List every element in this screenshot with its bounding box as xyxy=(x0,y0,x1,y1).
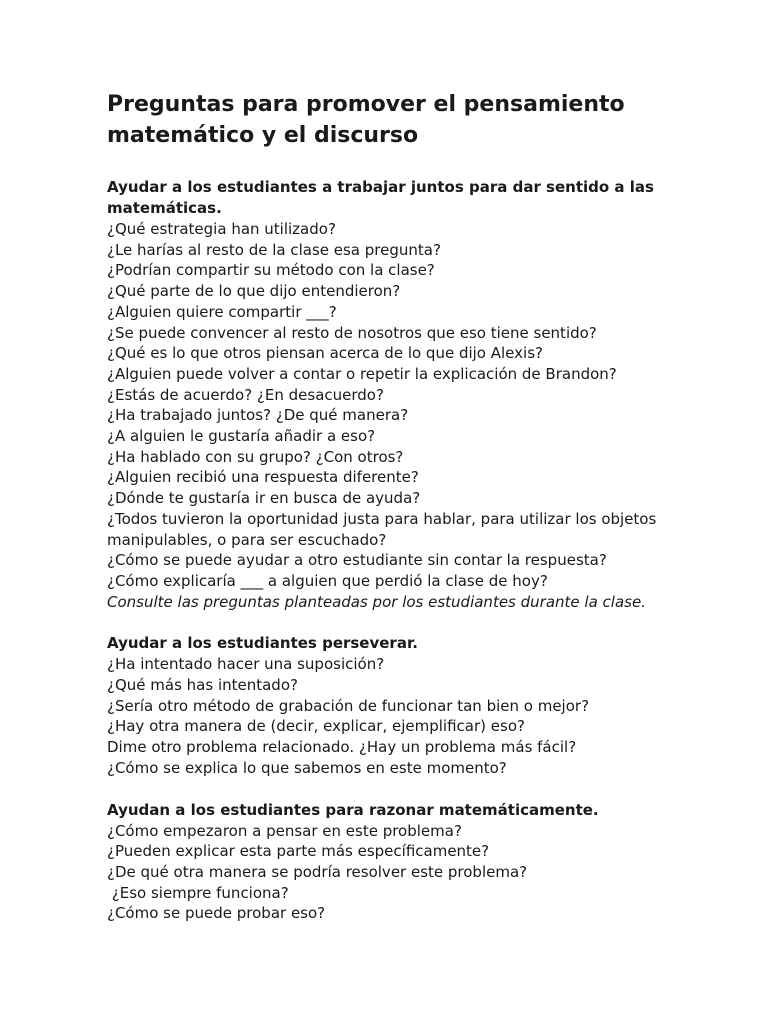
question-item: ¿Qué más has intentado? xyxy=(107,676,298,695)
question-item: ¿Ha intentado hacer una suposición? xyxy=(107,655,385,674)
question-item: ¿Pueden explicar esta parte más específicamente? xyxy=(107,842,490,861)
section-heading: Ayudar a los estudiantes a trabajar juntos para dar sentido a las matemáticas. xyxy=(107,178,654,217)
question-item: ¿Cómo explicaría ___ a alguien que perdió la clase de hoy? xyxy=(107,571,548,590)
section-note: Consulte las preguntas planteadas por los estudiantes durante la clase. xyxy=(107,592,646,611)
document-page xyxy=(107,89,707,924)
question-item: ¿Estás de acuerdo? ¿En desacuerdo? xyxy=(107,385,384,404)
section-reasoning xyxy=(107,800,707,925)
question-item: ¿Sería otro método de grabación de funcionar tan bien o mejor? xyxy=(107,696,590,715)
question-item: Dime otro problema relacionado. ¿Hay un problema más fácil? xyxy=(107,738,577,757)
question-item: ¿Cómo se puede ayudar a otro estudiante sin contar la respuesta? xyxy=(107,551,607,570)
question-item: ¿Cómo empezaron a pensar en este problema? xyxy=(107,821,462,840)
question-item: ¿Alguien quiere compartir ___? xyxy=(107,302,337,321)
question-item: ¿Alguien recibió una respuesta diferente? xyxy=(107,468,419,487)
section-heading: Ayudan a los estudiantes para razonar matemáticamente. xyxy=(107,800,599,819)
document-title: Preguntas para promover el pensamiento matemático y el discurso xyxy=(107,92,625,148)
question-list xyxy=(107,219,707,592)
section-perseverance xyxy=(107,633,707,778)
question-item: ¿Podrían compartir su método con la clase? xyxy=(107,261,435,280)
question-list xyxy=(107,654,707,778)
question-item: ¿Le harías al resto de la clase esa pregunta? xyxy=(107,240,441,259)
question-item: ¿Dónde te gustaría ir en busca de ayuda? xyxy=(107,489,421,508)
question-item: ¿Ha hablado con su grupo? ¿Con otros? xyxy=(107,447,404,466)
question-item: ¿Ha trabajado juntos? ¿De qué manera? xyxy=(107,406,409,425)
question-item: ¿Eso siempre funciona? xyxy=(107,883,289,902)
section-working-together xyxy=(107,177,707,612)
section-heading: Ayudar a los estudiantes perseverar. xyxy=(107,634,418,653)
question-item: ¿Cómo se explica lo que sabemos en este momento? xyxy=(107,758,507,777)
question-item: ¿Cómo se puede probar eso? xyxy=(107,904,326,923)
question-item: ¿Se puede convencer al resto de nosotros que eso tiene sentido? xyxy=(107,323,597,342)
question-item: ¿Todos tuvieron la oportunidad justa para hablar, para utilizar los objetos manipulables, o para ser escuchado? xyxy=(107,509,657,549)
question-item: ¿Qué parte de lo que dijo entendieron? xyxy=(107,282,401,301)
question-item: ¿Qué estrategia han utilizado? xyxy=(107,220,336,238)
question-item: ¿Hay otra manera de (decir, explicar, ejemplificar) eso? xyxy=(107,717,525,736)
question-item: ¿A alguien le gustaría añadir a eso? xyxy=(107,427,376,446)
question-item: ¿Qué es lo que otros piensan acerca de lo que dijo Alexis? xyxy=(107,344,543,363)
question-list xyxy=(107,821,707,925)
question-item: ¿Alguien puede volver a contar o repetir la explicación de Brandon? xyxy=(107,364,617,383)
question-item: ¿De qué otra manera se podría resolver este problema? xyxy=(107,862,528,881)
